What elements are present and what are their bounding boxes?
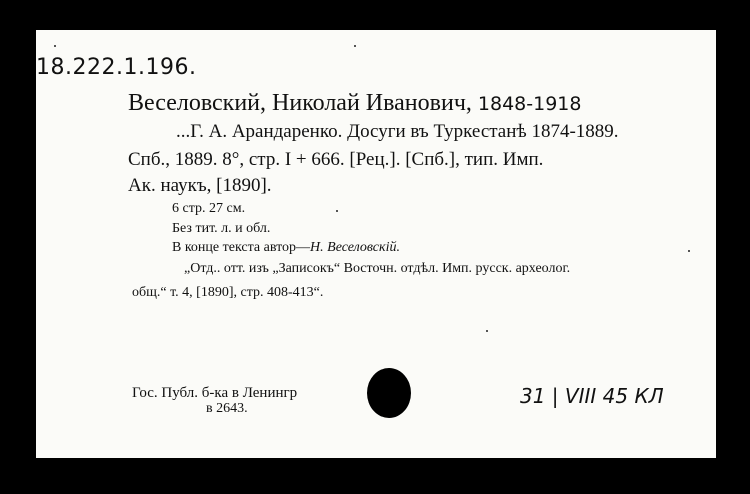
offprint-note-line-1: „Отд.. отт. изъ „Записокъ“ Восточн. отдѣл. Имп. русск. археолог. <box>184 261 571 276</box>
imprint-line-1: Спб., 1889. 8°, стр. I + 666. [Рец.]. [Спб.], тип. Имп. <box>128 149 544 170</box>
offprint-note-line-2: общ.“ т. 4, [1890], стр. 408-413“. <box>132 285 324 300</box>
imprint-line-2: Ак. наукъ, [1890]. <box>128 175 272 196</box>
author-note-name: Н. Веселовскій. <box>310 240 400 255</box>
author-dates: 1848-1918 <box>477 93 582 115</box>
pagination-note: 6 стр. 27 см. <box>172 201 246 216</box>
speck <box>486 330 488 332</box>
speck <box>336 210 338 212</box>
library-stamp-line-2: в 2643. <box>206 401 248 416</box>
library-stamp-line-1: Гос. Публ. б-ка в Ленингр <box>132 385 298 401</box>
title-line: ...Г. А. Арандаренко. Досуги въ Туркестанѣ 1874-1889. <box>176 121 619 142</box>
author-heading <box>128 91 581 115</box>
speck <box>354 45 356 47</box>
author-name: Веселовский, Николай Иванович, <box>128 90 472 116</box>
author-note-prefix: В конце текста автор— <box>172 240 311 255</box>
ink-blot <box>367 368 411 418</box>
catalog-card <box>36 30 716 458</box>
no-title-note: Без тит. л. и обл. <box>172 221 271 236</box>
call-number: 18.222.1.196. <box>36 55 197 80</box>
handwritten-date: 31 | VIII 45 КЛ <box>520 384 664 408</box>
author-note <box>172 241 400 255</box>
speck <box>54 45 56 47</box>
speck <box>688 250 690 252</box>
